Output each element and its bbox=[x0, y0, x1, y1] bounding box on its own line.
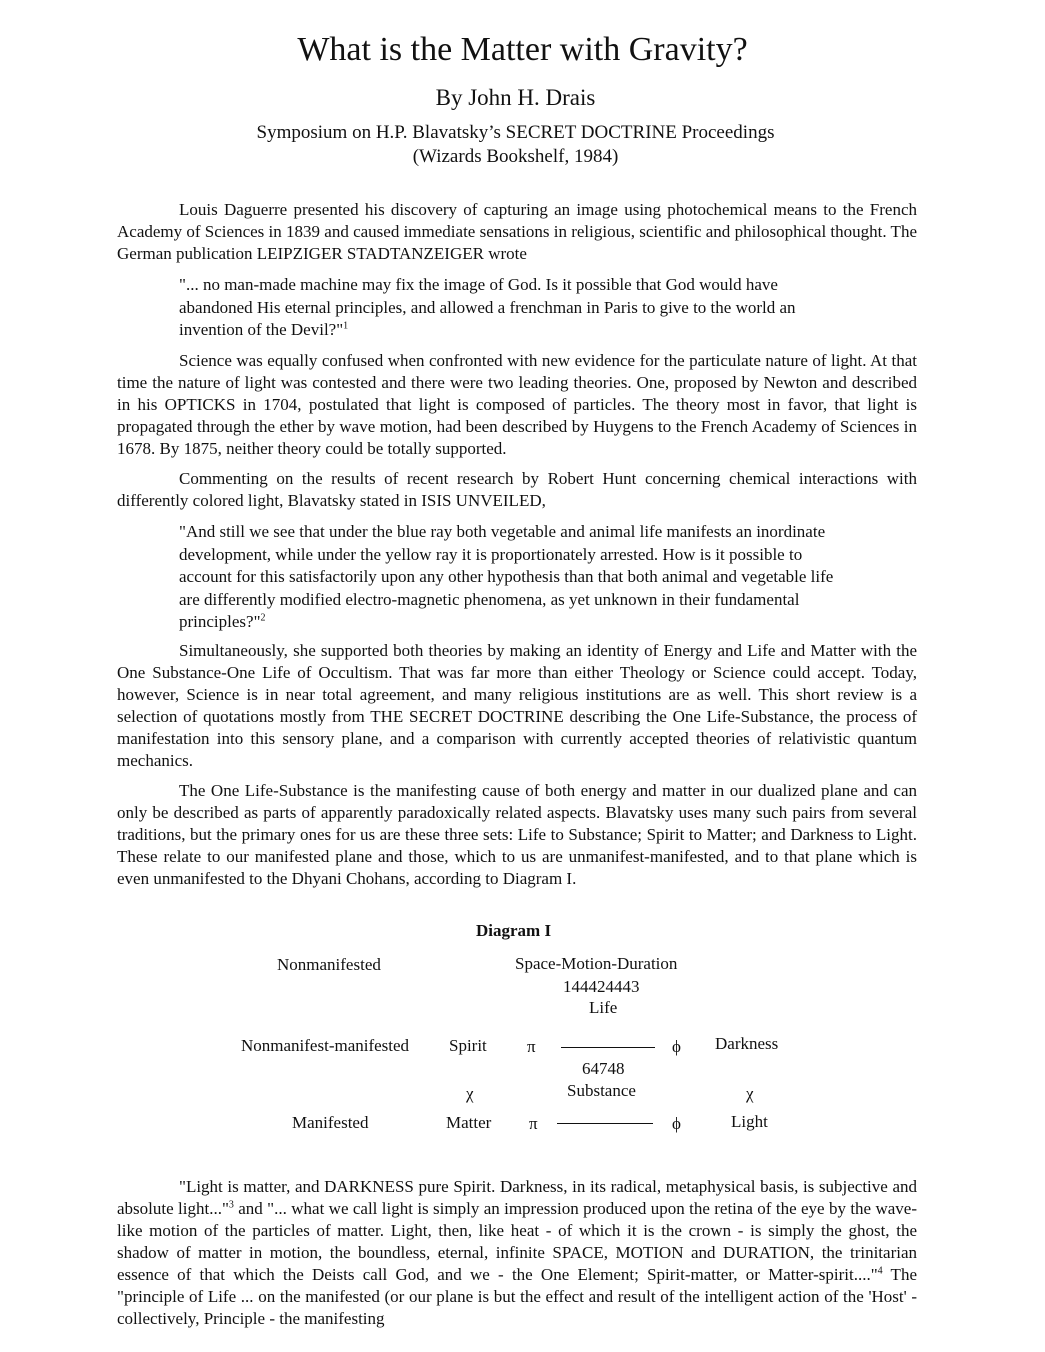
diagram-row-nonmanifest-manifested: Nonmanifest-manifested bbox=[241, 1036, 410, 1055]
diagram-pi-bottom: π bbox=[529, 1114, 538, 1133]
paragraph-1-text: Louis Daguerre presented his discovery of capturing an image using photochemical means to the French Academy of Sciences in 1839 and caused immediate sensations in religious, scientific and philosophical thought. The German publication LEIPZIGER STADTANZEIGER wrote bbox=[117, 200, 917, 263]
diagram-chi-right: χ bbox=[746, 1084, 754, 1103]
footnote-ref-4: 4 bbox=[877, 1265, 883, 1277]
paragraph-6-part-c: The "principle of Life ... on the manifested (or our plane is but the effect and result of the intelligent action of the 'Host' - collectively, Principle - the manifesting bbox=[117, 1265, 917, 1328]
paragraph-6 bbox=[117, 1176, 917, 1330]
diagram-chi-left: χ bbox=[466, 1084, 474, 1103]
diagram-title: Diagram I bbox=[476, 921, 552, 940]
paragraph-6-text bbox=[117, 1176, 917, 1330]
diagram-fraction-line-top bbox=[561, 1047, 655, 1048]
paragraph-2-text: Science was equally confused when confronted with new evidence for the particulate nature of light. At that time the nature of light was contested and there were two leading theories. One, proposed by Newton and described in his OPTICKS in 1704, postulated that light is composed of particles. The theory most in favor, that light is propagated through the ether by wave motion, had been described by Huygens to the French Academy of Sciences in 1678. By 1875, neither theory could be totally supported. bbox=[117, 351, 917, 458]
source-line-1: Symposium on H.P. Blavatsky’s SECRET DOCTRINE Proceedings bbox=[256, 122, 775, 143]
diagram-fraction-line-bottom bbox=[557, 1123, 653, 1124]
quote-2 bbox=[179, 521, 847, 634]
paragraph-3 bbox=[117, 468, 917, 512]
diagram-1 bbox=[0, 918, 1045, 1138]
diagram-darkness: Darkness bbox=[715, 1034, 779, 1053]
source-line-2: (Wizards Bookshelf, 1984) bbox=[412, 146, 619, 167]
quote-1 bbox=[179, 274, 847, 342]
diagram-row-nonmanifested: Nonmanifested bbox=[277, 955, 381, 974]
diagram-substance: Substance bbox=[567, 1081, 636, 1100]
diagram-life: Life bbox=[589, 998, 618, 1017]
footnote-ref-2: 2 bbox=[260, 612, 266, 624]
paragraph-1 bbox=[117, 199, 917, 265]
paragraph-6-part-a: "Light is matter, and DARKNESS pure Spirit. Darkness, in its radical, metaphysical basis, is subjective and absolute light..." bbox=[117, 1177, 917, 1218]
diagram-light: Light bbox=[731, 1112, 768, 1131]
paragraph-6-part-b: and "... what we call light is simply an impression produced upon the retina of the eye by the wave-like motion of the particles of matter. Light, then, like heat - of which it is the crown - is simply the ghost, the shadow of matter in motion, the boundless, eternal, infinite SPACE, MOTION and DURATION, the trinitarian essence of that which the Deists call God, and we - the One Element; Spirit-matter, or Matter-spirit...." bbox=[117, 1199, 917, 1284]
diagram-pi-top: π bbox=[527, 1037, 536, 1056]
paragraph-2 bbox=[117, 350, 917, 460]
paragraph-4-text: Simultaneously, she supported both theories by making an identity of Energy and Life and Matter with the One Substance-One Life of Occultism. That was far more than either Theology or Science could accept. Today, however, Science is in near total agreement, and many religious institutions are as well. This short review is a selection of quotations mostly from THE SECRET DOCTRINE describing the One Life-Substance, the process of manifestation into this sensory plane, and a comparison with currently accepted theories of relativistic quantum mechanics. bbox=[117, 641, 917, 770]
author-line: By John H. Drais bbox=[435, 85, 596, 110]
diagram-phi-top: ϕ bbox=[672, 1037, 681, 1056]
paragraph-3-text: Commenting on the results of recent research by Robert Hunt concerning chemical interactions with differently colored light, Blavatsky stated in ISIS UNVEILED, bbox=[117, 469, 917, 510]
paper-title: What is the Matter with Gravity? bbox=[297, 31, 748, 68]
quote-1-text: "... no man-made machine may fix the image of God. Is it possible that God would have abandoned His eternal principles, and allowed a frenchman in Paris to give to the world an invention of the Devil?" bbox=[179, 275, 796, 339]
diagram-phi-bottom: ϕ bbox=[672, 1114, 681, 1133]
quote-2-text: "And still we see that under the blue ray both vegetable and animal life manifests an inordinate development, while under the yellow ray it is proportionately arrested. How is it possible to account for this satisfactorily upon any other hypothesis than that both animal and vegetable life are differently modified electro-magnetic phenomena, as yet unknown in their fundamental principles?" bbox=[179, 522, 834, 631]
diagram-spirit: Spirit bbox=[449, 1036, 487, 1055]
diagram-matter: Matter bbox=[446, 1113, 492, 1132]
diagram-row-manifested: Manifested bbox=[292, 1113, 369, 1132]
paragraph-5-text: The One Life-Substance is the manifesting cause of both energy and matter in our dualized plane and can only be described as parts of apparently paradoxically related aspects. Blavatsky uses many such pairs from several traditions, but the primary ones for us are these three sets: Life to Substance; Spirit to Matter; and Darkness to Light. These relate to our manifested plane and those, which to us are unmanifest-manifested, and to that plane which is even unmanifested to the Dhyani Chohans, according to Diagram I. bbox=[117, 781, 917, 888]
paragraph-5 bbox=[117, 780, 917, 890]
diagram-digits-mid: 64748 bbox=[582, 1059, 625, 1078]
diagram-space-motion-duration: Space-Motion-Duration bbox=[515, 954, 678, 973]
footnote-ref-3: 3 bbox=[228, 1199, 234, 1211]
diagram-digits-top: 144424443 bbox=[563, 977, 640, 996]
footnote-ref-1: 1 bbox=[343, 320, 349, 332]
paragraph-4 bbox=[117, 640, 917, 772]
